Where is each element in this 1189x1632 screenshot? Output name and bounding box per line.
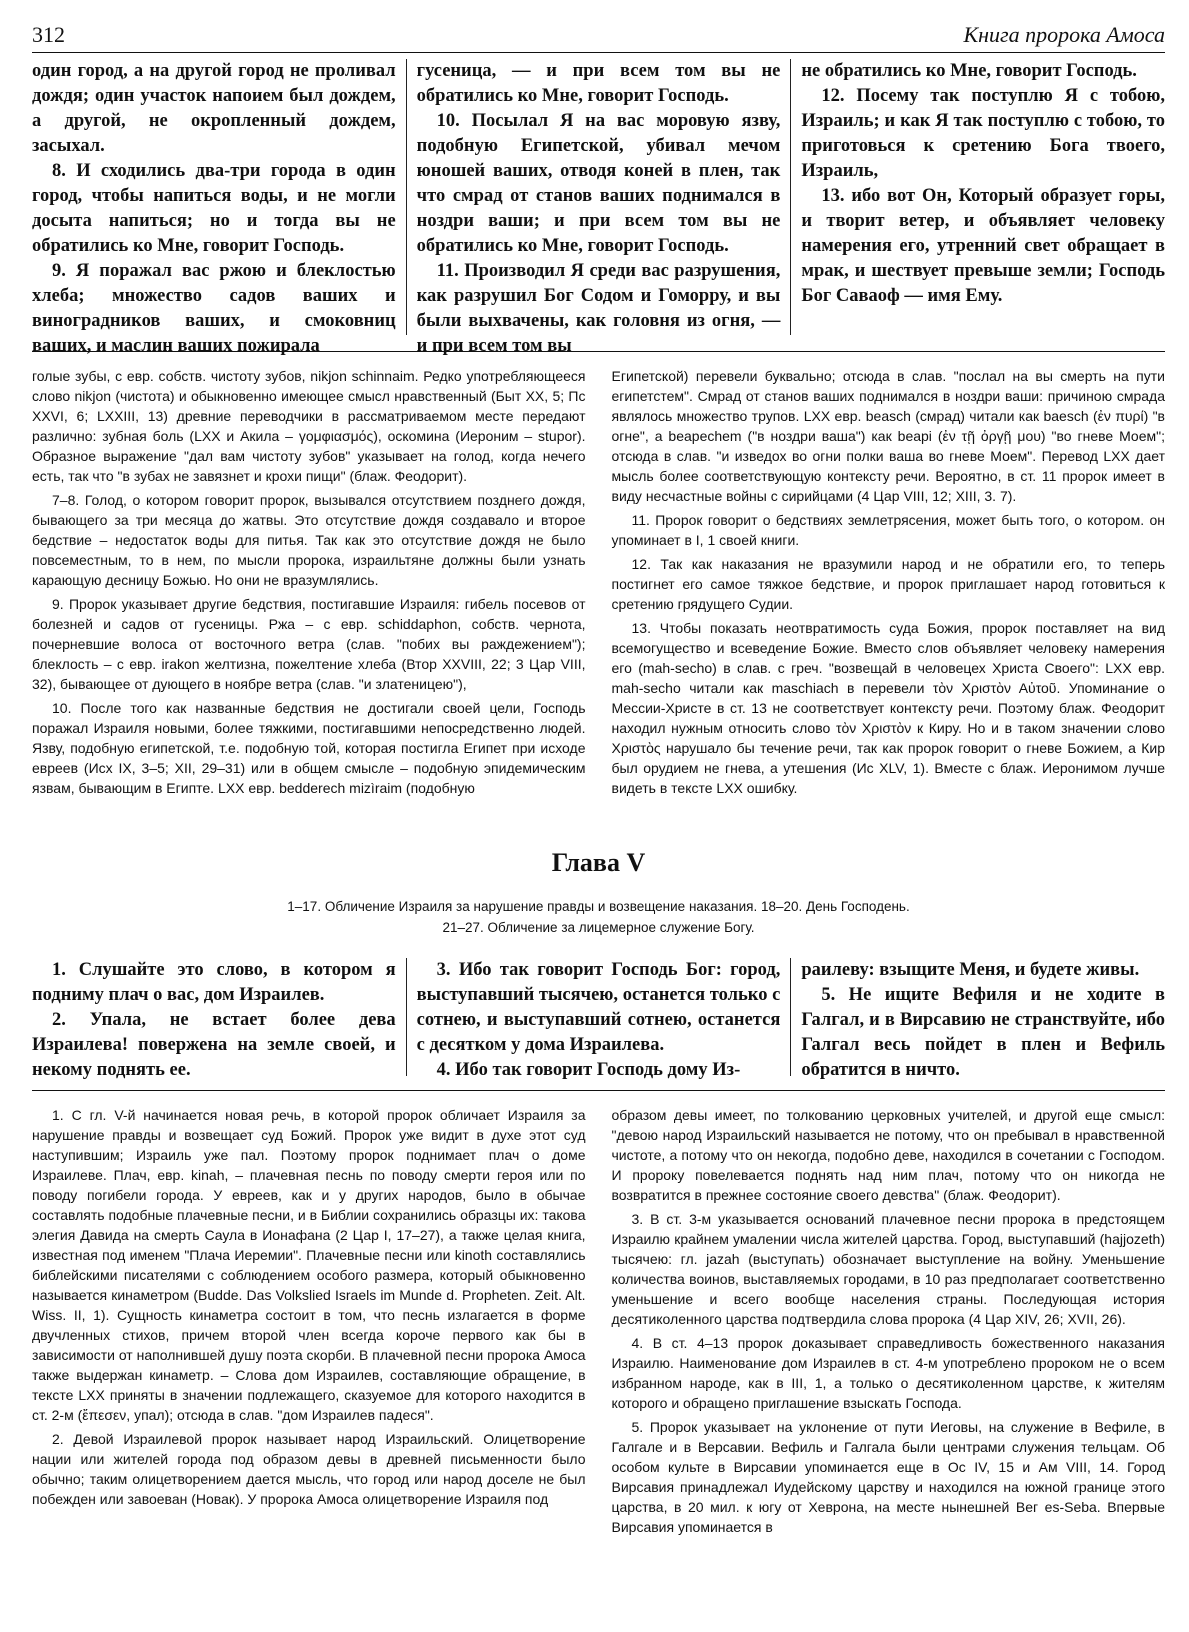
commentary-paragraph: 12. Так как наказания не вразумили народ и не обратили его, то теперь постигнет его самое тяжкое бедствие, и пророк приглашает народ готовиться к сретению грядущего Судии. (611, 556, 1165, 612)
scripture-verse: 11. Производил Я среди вас разрушения, как разрушил Бог Содом и Гоморру, и вы были выхвачены, как головня из огня, — и при всем том вы (416, 261, 781, 356)
commentary-paragraph: 11. Пророк говорит о бедствиях землетрясения, может быть того, о котором. он упоминает в I, 1 своей книги. (611, 512, 1165, 548)
commentary-paragraph: образом девы имеет, по толкованию церковных учителей, и другой еще смысл: "девою народ Израильский называется не потому, что он пребывал в нравственной чистоте, а потому что он некогда, подобно деве, находился в сочетании с Господом. И пророку повелевается поднять над ним плач, потому что он никогда не возвратится в прежнее состояние своего девства" (блаж. Феодорит). (611, 1107, 1165, 1203)
scripture-column (406, 958, 791, 1080)
commentary-paragraph: 9. Пророк указывает другие бедствия, постигавшие Израиля: гибель посевов от болезней и садов от гусеницы. Ржа – с евр. schiddaphon, собств. чернота, почерневшие волоса от восточного ветра (слав. "побих вы раждежением"); блеклость – с евр. irakon желтизна, пожелтение хлеба (Втор XXVIII, 22; 3 Цар VIII, 32), бывающее от дующего в ноябре ветра (слав. "и златеницею"), (32, 596, 586, 692)
scripture-verse: 9. Я поражал вас ржою и блеклостью хлеба; множество садов ваших и виноградников ваших, и смоковниц ваших, и маслин ваших пожирала (32, 261, 396, 356)
commentary-paragraph: 4. В ст. 4–13 пророк доказывает справедливость божественного наказания Израилю. Наименование дом Израилев в ст. 4-м употреблено пророком не о всем избранном народе, как в III, 1, а только о десятиколенном царстве, к жителям которого и обращено приглашение взыскать Господа. (611, 1335, 1165, 1411)
commentary-column (32, 1105, 586, 1537)
scripture-block-chapter (32, 958, 1166, 1080)
commentary-column (32, 366, 586, 806)
summary-line: 1–17. Обличение Израиля за нарушение правды и возвещение наказания. 18–20. День Господень. (287, 899, 910, 914)
commentary-column (612, 366, 1166, 806)
scripture-verse: 12. Посему так поступлю Я с тобою, Израиль; и как Я так поступлю с тобою, то приготовься к сретению Бога твоего, Израиль, (801, 86, 1166, 181)
commentary-paragraph: 10. После того как названные бедствия не достигали своей цели, Господь поражал Израиля новыми, более тяжкими, постигавшими непосредственно людей. Язву, подобную египетской, т.е. подобную той, которая постигла Египет при исходе евреев (Исх IX, 3–5; XII, 29–31) или в общем смысле – подобную эпидемическим язвам, бывающим в Египте. LXX евр. bedderech mizìraim (подобную (32, 700, 586, 796)
commentary-paragraph: 13. Чтобы показать неотвратимость суда Божия, пророк поставляет на вид всемогущество и всеведение Божие. Вместо слов объявляет человеку намерения его (mah-secho) в слав. с греч. "возвещай в человецех Христа Своего": LXX евр. mah-secho читали как maschiach в перевели τὸν Χριστὸν Αὐτοῦ. Упоминание о Мессии-Христе в ст. 13 не соответствует контексту речи. Поэтому блаж. Феодорит находил нужным относить слово τὸν Χριστὸν к Киру. Но и в таком значении слово Χριστὸς нарушало бы течение речи, так как пророк говорит о гневе Божием, а Кир был орудием не гнева, а утешения (Ис XLV, 1). Вместе с блаж. Иеронимом лучше видеть в тексте LXX ошибку. (611, 620, 1165, 796)
commentary-paragraph: 1. С гл. V-й начинается новая речь, в которой пророк обличает Израиля за нарушение правды и возвещает суд Божий. Пророк уже видит в духе этот суд наступившим; Израиль уже пал. Поэтому пророк поднимает плач о доме Израилеве. Плач, евр. kinah, – плачевная песнь по поводу смерти героя или по поводу погибели города. У евреев, как и у других народов, было в обычае составлять подобные плачевные песни, и в Библии сохранились образцы их: такова элегия Давида на смерть Саула в Ионафана (2 Цар I, 17–27), а также целая книга, известная под именем "Плача Иеремии". Плачевные песни или kinoth составлялись библейскими писателями с соблюдением особого размера, который обыкновенно называется кинаметром (Budde. Das Volkslied Israels im Munde d. Propheten. Zeit. Alt. Wiss. II, 1). Сущность кинаметра состоит в том, что песнь излагается в форме двучленных стихов, причем второй член всегда короче первого как бы в зависимости от наполнившей душу поэта скорби. В плачевной песни пророка Амоса также выдержан кинаметр. – Слова дом Израилев, составляющие обращение, в тексте LXX приняты в значении подлежащего, сказуемое для которого находится в ст. 2-м (ἔπεσεν, упал); отсюда в слав. "дом Израилев падеся". (32, 1107, 586, 1423)
page-number: 312 (32, 22, 65, 47)
book-page (32, 18, 1165, 1537)
scripture-verse: 4. Ибо так говорит Господь дому Из- (436, 1060, 741, 1080)
commentary-block-top (32, 366, 1165, 806)
commentary-paragraph: 5. Пророк указывает на уклонение от пути Иеговы, на служение в Вефиле, в Галгале и в Версавии. Вефиль и Галгала были центрами служения тельцам. Об особом культе в Вирсавии упоминается еще в Ос IV, 15 и Ам VIII, 14. Город Вирсавия принадлежал Иудейскому царству и находился на южной границе этого царства, в 20 мил. к югу от Хеврона, на месте нынешней Bег es-Seba. Впервые Вирсавия упоминается в (611, 1419, 1165, 1535)
commentary-block-bottom (32, 1105, 1165, 1537)
scripture-verse: 10. Посылал Я на вас моровую язву, подобную Египетской, убивал мечом юношей ваших, отводя коней в плен, так что смрад от станов ваших поднимался в ноздри ваши; и при всем том вы не обратились ко Мне, говорит Господь. (416, 111, 781, 256)
scripture-column (790, 59, 1165, 335)
chapter-summary (32, 896, 1165, 938)
scripture-verse: 1. Слушайте это слово, в котором я подниму плач о вас, дом Израилев. (32, 960, 396, 1005)
scripture-verse: 2. Упала, не встает более дева Израилева! повержена на земле своей, и некому поднять ее. (32, 1010, 396, 1080)
scripture-verse: раилеву: взыщите Меня, и будете живы. (801, 960, 1140, 980)
divider (32, 1090, 1165, 1091)
scripture-verse: не обратились ко Мне, говорит Господь. (801, 61, 1137, 81)
summary-line: 21–27. Обличение за лицемерное служение Богу. (442, 920, 755, 935)
scripture-block-top (32, 59, 1166, 356)
scripture-verse: 3. Ибо так говорит Господь Бог: город, выступавший тысячею, останется только с сотнею, и выступавший сотнею, останется с десятком у дома Израилева. (416, 960, 781, 1055)
commentary-paragraph: 3. В ст. 3-м указывается оснований плачевное песни пророка в предстоящем Израилю крайнем умалении числа жителей царства. Город, выступавший (hajjozeth) тысячею: гл. jazah (выступать) обозначает выступление на войну. Уменьшение количества воинов, выставляемых городами, в 10 раз предполагает соответственно уменьшение и всего вообще населения страны. Последующая история десятиколенного царства подтвердила слова пророка (4 Цар XIV, 26; XVII, 26). (611, 1211, 1165, 1327)
chapter-title: Глава V (551, 848, 646, 877)
scripture-column (790, 958, 1166, 1080)
scripture-verse: 5. Не ищите Вефиля и не ходите в Галгал, и в Вирсавию не странствуйте, ибо Галгал весь пойдет в плен и Вефиль обратится в ничто. (801, 985, 1166, 1080)
commentary-paragraph: Египетской) перевели буквально; отсюда в слав. "послал на вы смерть на пути египетстем". Смрад от станов ваших поднимался в ноздри ваши: причиною смрада являлось множество трупов. LXX евр. beasch (смрад) читали как baesch (ἐν πυρί) "в огне", а beapechem ("в ноздри ваша") как beapi (ἐν τῇ ὀργῇ μου) "во гневе Моем"; отсюда в слав. "и изведох во огни полки ваша во гневе Моем". Перевод LXX дает мысль более соответствующую контексту речи. Вероятно, в ст. 11 пророк имеет в виду несчастные войны с сирийцами (4 Цар VIII, 12; XIII, 3. 7). (611, 368, 1165, 504)
scripture-verse: один город, а на другой город не проливал дождя; один участок напоием был дождем, а другой, не окропленный дождем, засыхал. (32, 61, 396, 156)
scripture-column (32, 59, 406, 356)
running-header (32, 18, 1165, 53)
scripture-verse: 13. ибо вот Он, Который образует горы, и творит ветер, и объявляет человеку намерения его, утренний свет обращает в мрак, и шествует превыше земли; Господь Бог Саваоф — имя Ему. (801, 186, 1166, 306)
scripture-verse: гусеница, — и при всем том вы не обратились ко Мне, говорит Господь. (416, 61, 781, 106)
commentary-column (612, 1105, 1166, 1537)
scripture-verse: 8. И сходились два-три города в один город, чтобы напиться воды, и не могли досыта напиться; но и тогда вы не обратились ко Мне, говорит Господь. (32, 161, 396, 256)
scripture-column (406, 59, 791, 356)
scripture-column (32, 958, 406, 1080)
commentary-paragraph: 7–8. Голод, о котором говорит пророк, вызывался отсутствием позднего дождя, бывающего за три месяца до жатвы. Это отсутствие дождя создавало и второе бедствие – недостаток воды для питья. Так как это отсутствие дождя не было повсеместным, то в нем, по мысли пророка, израильтяне должны были узнать карающую десницу Божью. Но они не вразумлялись. (32, 492, 586, 588)
running-title: Книга пророка Амоса (963, 22, 1165, 47)
commentary-paragraph: 2. Девой Израилевой пророк называет народ Израильский. Олицетворение нации или жителей города под образом девы в древней письменности было обычно; таким олицетворением дается мысль, что город или народ доселе не был побежден или завоеван (Новак). У пророка Амоса олицетворение Израиля под (32, 1431, 586, 1507)
commentary-paragraph: голые зубы, с евр. собств. чистоту зубов, nikjon schinnaim. Редко употребляющееся слово nikjon (чистота) и обыкновенно имеющее смысл нравственный (Быт XX, 5; Пс XXVI, 6; LXXIII, 13) древние переводчики в рассматриваемом месте передают различно: зубная боль (LXX и Акила – γομφιασμός), оскомина (Иероним – stupor). Образное выражение "дал вам чистоту зубов" указывает на голод, когда нечего есть, так что "в зубах не завязнет и крохи пищи" (блаж. Феодорит). (32, 368, 586, 484)
